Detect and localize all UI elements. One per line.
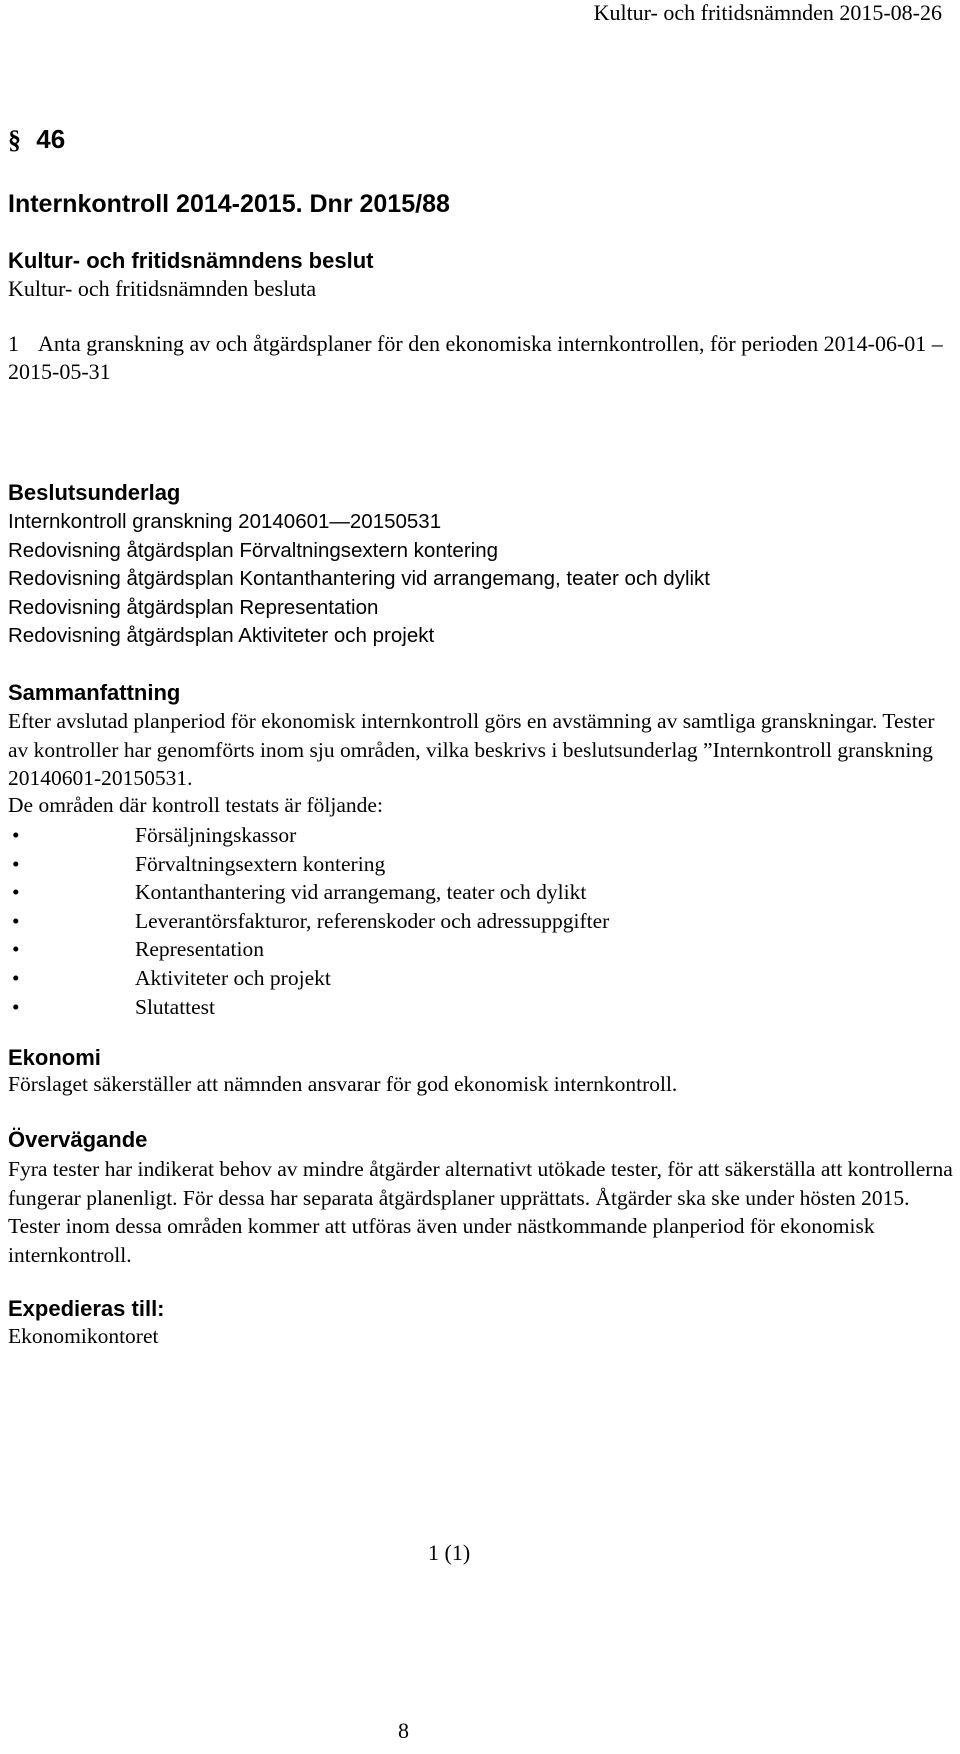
list-item — [8, 821, 609, 850]
list-item-label: Leverantörsfakturor, referenskoder och adressuppgifter — [135, 908, 610, 933]
list-item-label: Förvaltningsextern kontering — [135, 851, 386, 876]
page-count: 1 (1) — [428, 1540, 471, 1565]
basis-heading: Beslutsunderlag — [8, 480, 181, 505]
bullet-icon: • — [12, 880, 20, 905]
decision-item — [8, 330, 948, 386]
section-number — [8, 124, 65, 155]
dispatch-heading: Expedieras till: — [8, 1296, 165, 1321]
bullet-icon: • — [12, 823, 20, 847]
list-item-label: Representation — [135, 937, 264, 962]
summary-heading: Sammanfattning — [8, 680, 181, 705]
document-title: Internkontroll 2014-2015. Dnr 2015/88 — [8, 190, 450, 218]
bullet-icon: • — [12, 908, 20, 933]
decision-item-text: Anta granskning av och åtgärdsplaner för den ekonomiska internkontrollen, för perioden 2014-06-01 – 2015-05-31 — [8, 331, 943, 384]
page-header: Kultur- och fritidsnämnden 2015-08-26 — [593, 0, 942, 25]
list-item — [8, 850, 609, 879]
decision-item-number: 1 — [8, 331, 19, 356]
decision-heading: Kultur- och fritidsnämndens beslut — [8, 248, 374, 273]
paragraph-symbol: § — [8, 125, 21, 154]
bullet-icon: • — [12, 994, 20, 1019]
basis-item: Redovisning åtgärdsplan Aktiviteter och projekt — [8, 624, 435, 647]
list-item-label: Aktiviteter och projekt — [135, 965, 331, 990]
bullet-icon: • — [12, 937, 20, 962]
summary-intro: De områden där kontroll testats är följande: — [8, 793, 383, 817]
summary-bullet-list — [8, 821, 609, 1021]
list-item — [8, 907, 609, 936]
decision-intro: Kultur- och fritidsnämnden besluta — [8, 276, 317, 301]
basis-item: Internkontroll granskning 20140601—20150531 — [8, 510, 442, 533]
economy-text: Förslaget säkerställer att nämnden ansvarar för god ekonomisk internkontroll. — [8, 1072, 678, 1096]
list-item — [8, 993, 609, 1022]
section-number-value: 46 — [36, 124, 66, 154]
list-item-label: Kontanthantering vid arrangemang, teater och dylikt — [135, 880, 587, 905]
list-item — [8, 964, 609, 993]
list-item — [8, 935, 609, 964]
list-item-label: Försäljningskassor — [135, 823, 297, 847]
consideration-text: Fyra tester har indikerat behov av mindre åtgärder alternativt utökade tester, för att säkerställa att kontrollerna fungerar planenligt. För dessa har separata åtgärdsplaner upprättats. Åtgärder ska ske under hösten 2015. Tester inom dessa områden kommer att utföras även under nästkommande planperiod för ekonomisk internkontroll. — [8, 1157, 953, 1267]
basis-item: Redovisning åtgärdsplan Representation — [8, 595, 379, 619]
basis-item: Redovisning åtgärdsplan Förvaltningsextern kontering — [8, 538, 499, 562]
consideration-heading: Övervägande — [8, 1127, 148, 1152]
basis-list — [8, 508, 710, 651]
summary-text: Efter avslutad planperiod för ekonomisk internkontroll görs en avstämning av samtliga granskningar. Tester av kontroller har genomförts inom sju områden, vilka beskrivs i beslutsunderlag ”Internkontroll granskning 20140601-20150531. — [8, 709, 935, 791]
list-item — [8, 878, 609, 907]
economy-heading: Ekonomi — [8, 1045, 101, 1070]
dispatch-recipient: Ekonomikontoret — [8, 1324, 159, 1348]
basis-item: Redovisning åtgärdsplan Kontanthantering vid arrangemang, teater och dylikt — [8, 567, 710, 590]
list-item-label: Slutattest — [135, 994, 216, 1019]
bullet-icon: • — [12, 965, 20, 990]
page-number: 8 — [398, 1718, 409, 1743]
bullet-icon: • — [12, 851, 20, 876]
